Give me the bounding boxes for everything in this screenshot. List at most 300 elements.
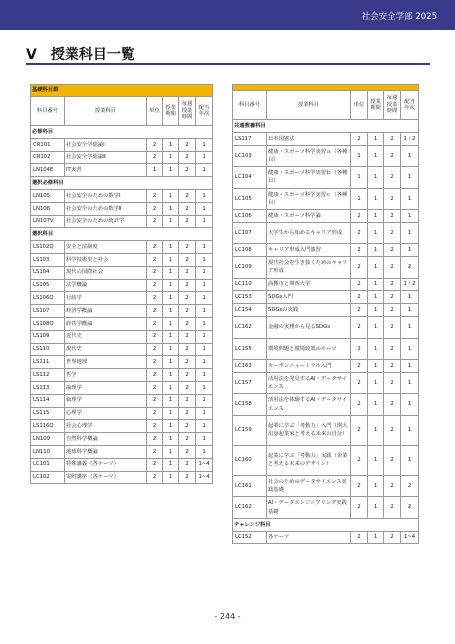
title-underline	[26, 63, 430, 65]
course-code: LS104	[31, 266, 65, 279]
weekly-hours: 2	[384, 445, 401, 475]
credits: 1	[147, 164, 163, 177]
year: 1	[196, 369, 213, 382]
term: 1	[368, 132, 384, 145]
credits: 2	[351, 475, 368, 497]
course-name: 地球科学概論	[65, 445, 147, 458]
section-title: 選択必修科目	[31, 177, 213, 190]
course-code: LC107	[233, 222, 267, 244]
weekly-hours: 2	[384, 394, 401, 416]
credits: 2	[351, 244, 368, 257]
weekly-hours: 2	[179, 407, 196, 420]
course-name: 安全と法制度	[65, 241, 147, 254]
course-code: LC105	[233, 188, 267, 210]
course-row	[233, 188, 419, 210]
credits: 1	[351, 145, 368, 167]
credits: 2	[147, 471, 163, 484]
course-name: SDGs入門	[267, 291, 351, 304]
term: 1	[163, 138, 179, 151]
term: 1	[368, 304, 384, 317]
course-row	[233, 531, 419, 544]
weekly-hours: 2	[384, 257, 401, 279]
course-row	[31, 420, 213, 433]
credits: 2	[351, 222, 368, 244]
course-code: LC109	[233, 257, 267, 279]
course-row	[31, 356, 213, 369]
course-code: LC157	[233, 372, 267, 394]
course-row	[31, 151, 213, 164]
course-name: 特殊講義（各テーマ）	[65, 458, 147, 471]
course-name: 環境問題と環境政策のルーツ	[267, 338, 351, 360]
course-code: LN105	[31, 189, 65, 202]
course-row	[233, 372, 419, 394]
column-header: 科目番号	[31, 97, 65, 126]
term: 1	[163, 292, 179, 305]
year: 1	[196, 381, 213, 394]
credits: 2	[147, 330, 163, 343]
course-row	[233, 210, 419, 223]
weekly-hours: 2	[179, 279, 196, 292]
term: 1	[163, 433, 179, 446]
weekly-hours: 2	[384, 372, 401, 394]
credits: 2	[147, 394, 163, 407]
course-name: 活用法を体験するAI・データサイエンス	[267, 394, 351, 416]
year: 1	[196, 189, 213, 202]
course-code: LS114	[31, 394, 65, 407]
term: 1	[368, 372, 384, 394]
course-name: 社会安全学総論Ⅰ	[65, 138, 147, 151]
course-row	[31, 305, 213, 318]
credits: 2	[147, 138, 163, 151]
course-row	[233, 291, 419, 304]
section-title: 選択科目	[31, 228, 213, 241]
year: 1・2	[401, 278, 419, 291]
year: 1	[401, 372, 419, 394]
course-name: 現代社会を生き抜くためのキャリア形成	[267, 257, 351, 279]
term: 1	[368, 188, 384, 210]
course-row	[31, 330, 213, 343]
course-row	[31, 279, 213, 292]
term: 1	[163, 189, 179, 202]
course-name: 社会心理学	[65, 420, 147, 433]
course-row	[233, 244, 419, 257]
term: 1	[368, 278, 384, 291]
credits: 2	[351, 210, 368, 223]
column-header: 毎週授業時間	[179, 97, 196, 126]
year: 1~4	[196, 471, 213, 484]
course-code: LS112	[31, 369, 65, 382]
column-header: 配当年次	[401, 91, 419, 120]
credits: 2	[147, 433, 163, 446]
course-code: LC159	[233, 415, 267, 445]
term: 1	[368, 222, 384, 244]
term: 1	[368, 167, 384, 189]
year: 1	[401, 188, 419, 210]
course-code: LN104E	[31, 164, 65, 177]
column-header: 科目番号	[233, 91, 267, 120]
top-banner	[0, 0, 455, 30]
weekly-hours: 2	[179, 164, 196, 177]
weekly-hours: 2	[384, 475, 401, 497]
year: 1	[196, 253, 213, 266]
course-row	[31, 202, 213, 215]
term: 1	[368, 244, 384, 257]
section-title: 共通教養科目	[233, 120, 419, 133]
weekly-hours: 2	[179, 189, 196, 202]
weekly-hours: 2	[179, 253, 196, 266]
weekly-hours: 2	[179, 317, 196, 330]
year: 1	[196, 356, 213, 369]
course-row	[233, 415, 419, 445]
year: 1	[401, 167, 419, 189]
term: 1	[368, 445, 384, 475]
course-code: LS106Q	[31, 292, 65, 305]
left-course-table	[30, 84, 213, 484]
course-name: 大学生から始めるキャリア形成	[267, 222, 351, 244]
course-code: LS113	[31, 381, 65, 394]
credits: 2	[147, 189, 163, 202]
year: 1	[196, 266, 213, 279]
term: 1	[163, 151, 179, 164]
term: 1	[368, 531, 384, 544]
column-header-row	[31, 97, 213, 126]
credits: 2	[147, 458, 163, 471]
column-header: 単位	[147, 97, 163, 126]
section-title-row	[31, 126, 213, 139]
year: 1	[196, 215, 213, 228]
course-name: 健康・スポーツ科学実習ｃ（各種目）	[267, 188, 351, 210]
credits: 2	[147, 279, 163, 292]
year: 1	[401, 445, 419, 475]
course-name: 経済学概論	[65, 305, 147, 318]
credits: 2	[351, 278, 368, 291]
credits: 2	[147, 266, 163, 279]
course-row	[233, 132, 419, 145]
course-name: 心理学	[65, 407, 147, 420]
course-row	[31, 164, 213, 177]
weekly-hours: 2	[179, 420, 196, 433]
year: 1	[196, 241, 213, 254]
column-header: 授業期間	[368, 91, 384, 120]
year: 1	[196, 202, 213, 215]
weekly-hours: 2	[179, 356, 196, 369]
column-header: 授業期間	[163, 97, 179, 126]
course-name: 各テーマ	[267, 531, 351, 544]
term: 1	[368, 415, 384, 445]
credits: 2	[351, 360, 368, 373]
course-name: 現代史	[65, 343, 147, 356]
course-row	[31, 189, 213, 202]
course-code: LN109	[31, 433, 65, 446]
term: 1	[163, 266, 179, 279]
weekly-hours: 2	[384, 338, 401, 360]
course-code: LS103	[31, 253, 65, 266]
year: 1	[401, 317, 419, 339]
course-row	[31, 343, 213, 356]
year: 1	[196, 151, 213, 164]
course-code: LC154	[233, 304, 267, 317]
course-code: LS111	[31, 356, 65, 369]
credits: 2	[351, 394, 368, 416]
course-name: 起業に学ぶ「考動力」入門（関大出身起業家と考える未来の自分）	[267, 415, 351, 445]
credits: 2	[351, 531, 368, 544]
course-name: AI・データエンジニアリング実践基礎	[267, 497, 351, 519]
weekly-hours: 2	[179, 266, 196, 279]
course-row	[233, 497, 419, 519]
course-row	[31, 241, 213, 254]
credits: 2	[147, 445, 163, 458]
credits: 2	[147, 381, 163, 394]
year: 1	[196, 445, 213, 458]
course-code: LS116Q	[31, 420, 65, 433]
course-row	[31, 394, 213, 407]
credits: 2	[351, 338, 368, 360]
term: 1	[163, 202, 179, 215]
course-name: 金融の実務から見るSDGs	[267, 317, 351, 339]
course-code: LN106	[31, 202, 65, 215]
course-name: IT実習	[65, 164, 147, 177]
course-name: 近代史	[65, 330, 147, 343]
course-row	[31, 471, 213, 484]
term: 1	[368, 360, 384, 373]
credits: 1	[351, 167, 368, 189]
column-header: 配当年次	[196, 97, 213, 126]
weekly-hours: 2	[179, 305, 196, 318]
course-name: 高槻市と関西大学	[267, 278, 351, 291]
course-row	[233, 394, 419, 416]
course-code: LC162	[233, 497, 267, 519]
year: 1	[196, 394, 213, 407]
section-title-row	[31, 228, 213, 241]
year: 1	[401, 291, 419, 304]
term: 1	[163, 369, 179, 382]
term: 1	[163, 305, 179, 318]
course-code: LC103	[233, 145, 267, 167]
term: 1	[368, 338, 384, 360]
year: 2	[401, 257, 419, 279]
year: 1	[196, 343, 213, 356]
year: 2	[401, 475, 419, 497]
year: 1~4	[196, 458, 213, 471]
category-band-row	[31, 85, 213, 97]
weekly-hours: 2	[384, 278, 401, 291]
term: 1	[163, 420, 179, 433]
course-row	[233, 304, 419, 317]
course-code: CR101	[31, 138, 65, 151]
credits: 2	[351, 132, 368, 145]
term: 1	[368, 210, 384, 223]
weekly-hours: 2	[384, 531, 401, 544]
course-name: 社会安全のための数学Ⅰ	[65, 189, 147, 202]
weekly-hours: 2	[384, 415, 401, 445]
course-name: 社会のためのデータサイエンス実践基礎	[267, 475, 351, 497]
course-row	[31, 215, 213, 228]
year: 1	[401, 394, 419, 416]
course-code: LS107	[31, 305, 65, 318]
weekly-hours: 2	[384, 222, 401, 244]
right-course-table	[232, 84, 419, 544]
weekly-hours: 2	[384, 317, 401, 339]
course-code: LC104	[233, 167, 267, 189]
term: 1	[163, 317, 179, 330]
column-header-row	[233, 91, 419, 120]
year: 1	[196, 407, 213, 420]
page-title: Ⅴ 授業科目一覧	[26, 47, 135, 63]
course-row	[31, 433, 213, 446]
course-code: LC160	[233, 445, 267, 475]
weekly-hours: 2	[179, 241, 196, 254]
term: 1	[368, 291, 384, 304]
course-name: カーボンニュートラル入門	[267, 360, 351, 373]
year: 1	[196, 138, 213, 151]
course-name: 行政学	[65, 292, 147, 305]
course-row	[233, 317, 419, 339]
column-header: 単位	[351, 91, 368, 120]
course-name: キャリア形成入門演習	[267, 244, 351, 257]
term: 1	[163, 394, 179, 407]
course-code: LS115	[31, 407, 65, 420]
course-code: LC110	[233, 278, 267, 291]
course-row	[233, 360, 419, 373]
course-name: 活用法を発見するAI・データサイエンス	[267, 372, 351, 394]
course-name: 社会安全学総論Ⅱ	[65, 151, 147, 164]
section-title-row	[233, 120, 419, 133]
course-name: 自然科学概論	[65, 433, 147, 446]
term: 1	[368, 394, 384, 416]
course-name: 起業に学ぶ「考動力」実践（企業と考える未来のデザイン）	[267, 445, 351, 475]
course-name: 現代の国際社会	[65, 266, 147, 279]
credits: 2	[147, 202, 163, 215]
course-code: LS117	[233, 132, 267, 145]
column-header: 授業科目	[65, 97, 147, 126]
course-name: 日本国憲法	[267, 132, 351, 145]
course-row	[31, 381, 213, 394]
weekly-hours: 2	[179, 445, 196, 458]
course-row	[31, 292, 213, 305]
course-code: LN107V	[31, 215, 65, 228]
year: 1	[401, 210, 419, 223]
credits: 2	[147, 356, 163, 369]
credits: 2	[147, 369, 163, 382]
term: 1	[163, 330, 179, 343]
weekly-hours: 2	[384, 167, 401, 189]
term: 1	[368, 145, 384, 167]
credits: 2	[147, 420, 163, 433]
credits: 2	[351, 304, 368, 317]
course-name: 寄附講座（各テーマ）	[65, 471, 147, 484]
course-name: 社会安全のための統計学	[65, 215, 147, 228]
course-code: LC161	[233, 475, 267, 497]
credits: 2	[351, 445, 368, 475]
weekly-hours: 2	[179, 394, 196, 407]
course-row	[233, 445, 419, 475]
year: 2	[401, 497, 419, 519]
credits: 2	[147, 343, 163, 356]
course-code: LS102Q	[31, 241, 65, 254]
course-name: 健康・スポーツ科学実習ａ（各種目）	[267, 145, 351, 167]
weekly-hours: 2	[179, 202, 196, 215]
weekly-hours: 2	[384, 244, 401, 257]
weekly-hours: 2	[179, 292, 196, 305]
course-row	[233, 257, 419, 279]
weekly-hours: 2	[179, 151, 196, 164]
year: 1	[196, 292, 213, 305]
year: 1	[196, 164, 213, 177]
course-code: LC108	[233, 244, 267, 257]
course-code: LC163	[233, 360, 267, 373]
course-code: LC106	[233, 210, 267, 223]
course-name: 経営学概論	[65, 317, 147, 330]
column-header: 授業科目	[267, 91, 351, 120]
term: 1	[163, 458, 179, 471]
weekly-hours: 2	[384, 497, 401, 519]
term: 1	[368, 317, 384, 339]
credits: 2	[351, 317, 368, 339]
year: 1	[196, 330, 213, 343]
course-name: 世界地理	[65, 356, 147, 369]
year: 1	[401, 244, 419, 257]
weekly-hours: 2	[384, 188, 401, 210]
year: 1	[401, 304, 419, 317]
page-number: - 244 -	[214, 612, 241, 621]
year: 1	[401, 222, 419, 244]
category-band: 基礎科目群	[31, 85, 213, 97]
course-name: 社会安全のための数学Ⅱ	[65, 202, 147, 215]
weekly-hours: 2	[179, 138, 196, 151]
weekly-hours: 2	[384, 145, 401, 167]
term: 1	[163, 279, 179, 292]
course-row	[31, 369, 213, 382]
term: 1	[163, 445, 179, 458]
credits: 2	[147, 407, 163, 420]
section-title: 必修科目	[31, 126, 213, 139]
section-title: チャレンジ科目	[233, 518, 419, 531]
course-name: 科学技術史と社会	[65, 253, 147, 266]
credits: 2	[351, 372, 368, 394]
weekly-hours: 2	[179, 330, 196, 343]
credits: 2	[147, 253, 163, 266]
year: 1	[401, 415, 419, 445]
weekly-hours: 2	[179, 215, 196, 228]
year: 1	[196, 420, 213, 433]
course-row	[233, 278, 419, 291]
course-code: LC153	[233, 291, 267, 304]
course-row	[31, 445, 213, 458]
course-row	[31, 266, 213, 279]
course-row	[233, 338, 419, 360]
credits: 2	[351, 497, 368, 519]
weekly-hours: 2	[179, 343, 196, 356]
course-name: SDGsの実践	[267, 304, 351, 317]
credits: 2	[147, 292, 163, 305]
course-row	[31, 317, 213, 330]
term: 1	[163, 215, 179, 228]
document-header-title: 社会安全学部 2025	[361, 12, 437, 22]
term: 1	[163, 471, 179, 484]
credits: 2	[351, 257, 368, 279]
term: 1	[368, 257, 384, 279]
course-row	[31, 138, 213, 151]
weekly-hours: 2	[384, 210, 401, 223]
term: 1	[163, 356, 179, 369]
course-code: LS109	[31, 330, 65, 343]
year: 1・2	[401, 132, 419, 145]
credits: 2	[147, 151, 163, 164]
term: 1	[368, 475, 384, 497]
year: 1	[196, 433, 213, 446]
course-code: LS110	[31, 343, 65, 356]
course-code: LC162	[233, 317, 267, 339]
